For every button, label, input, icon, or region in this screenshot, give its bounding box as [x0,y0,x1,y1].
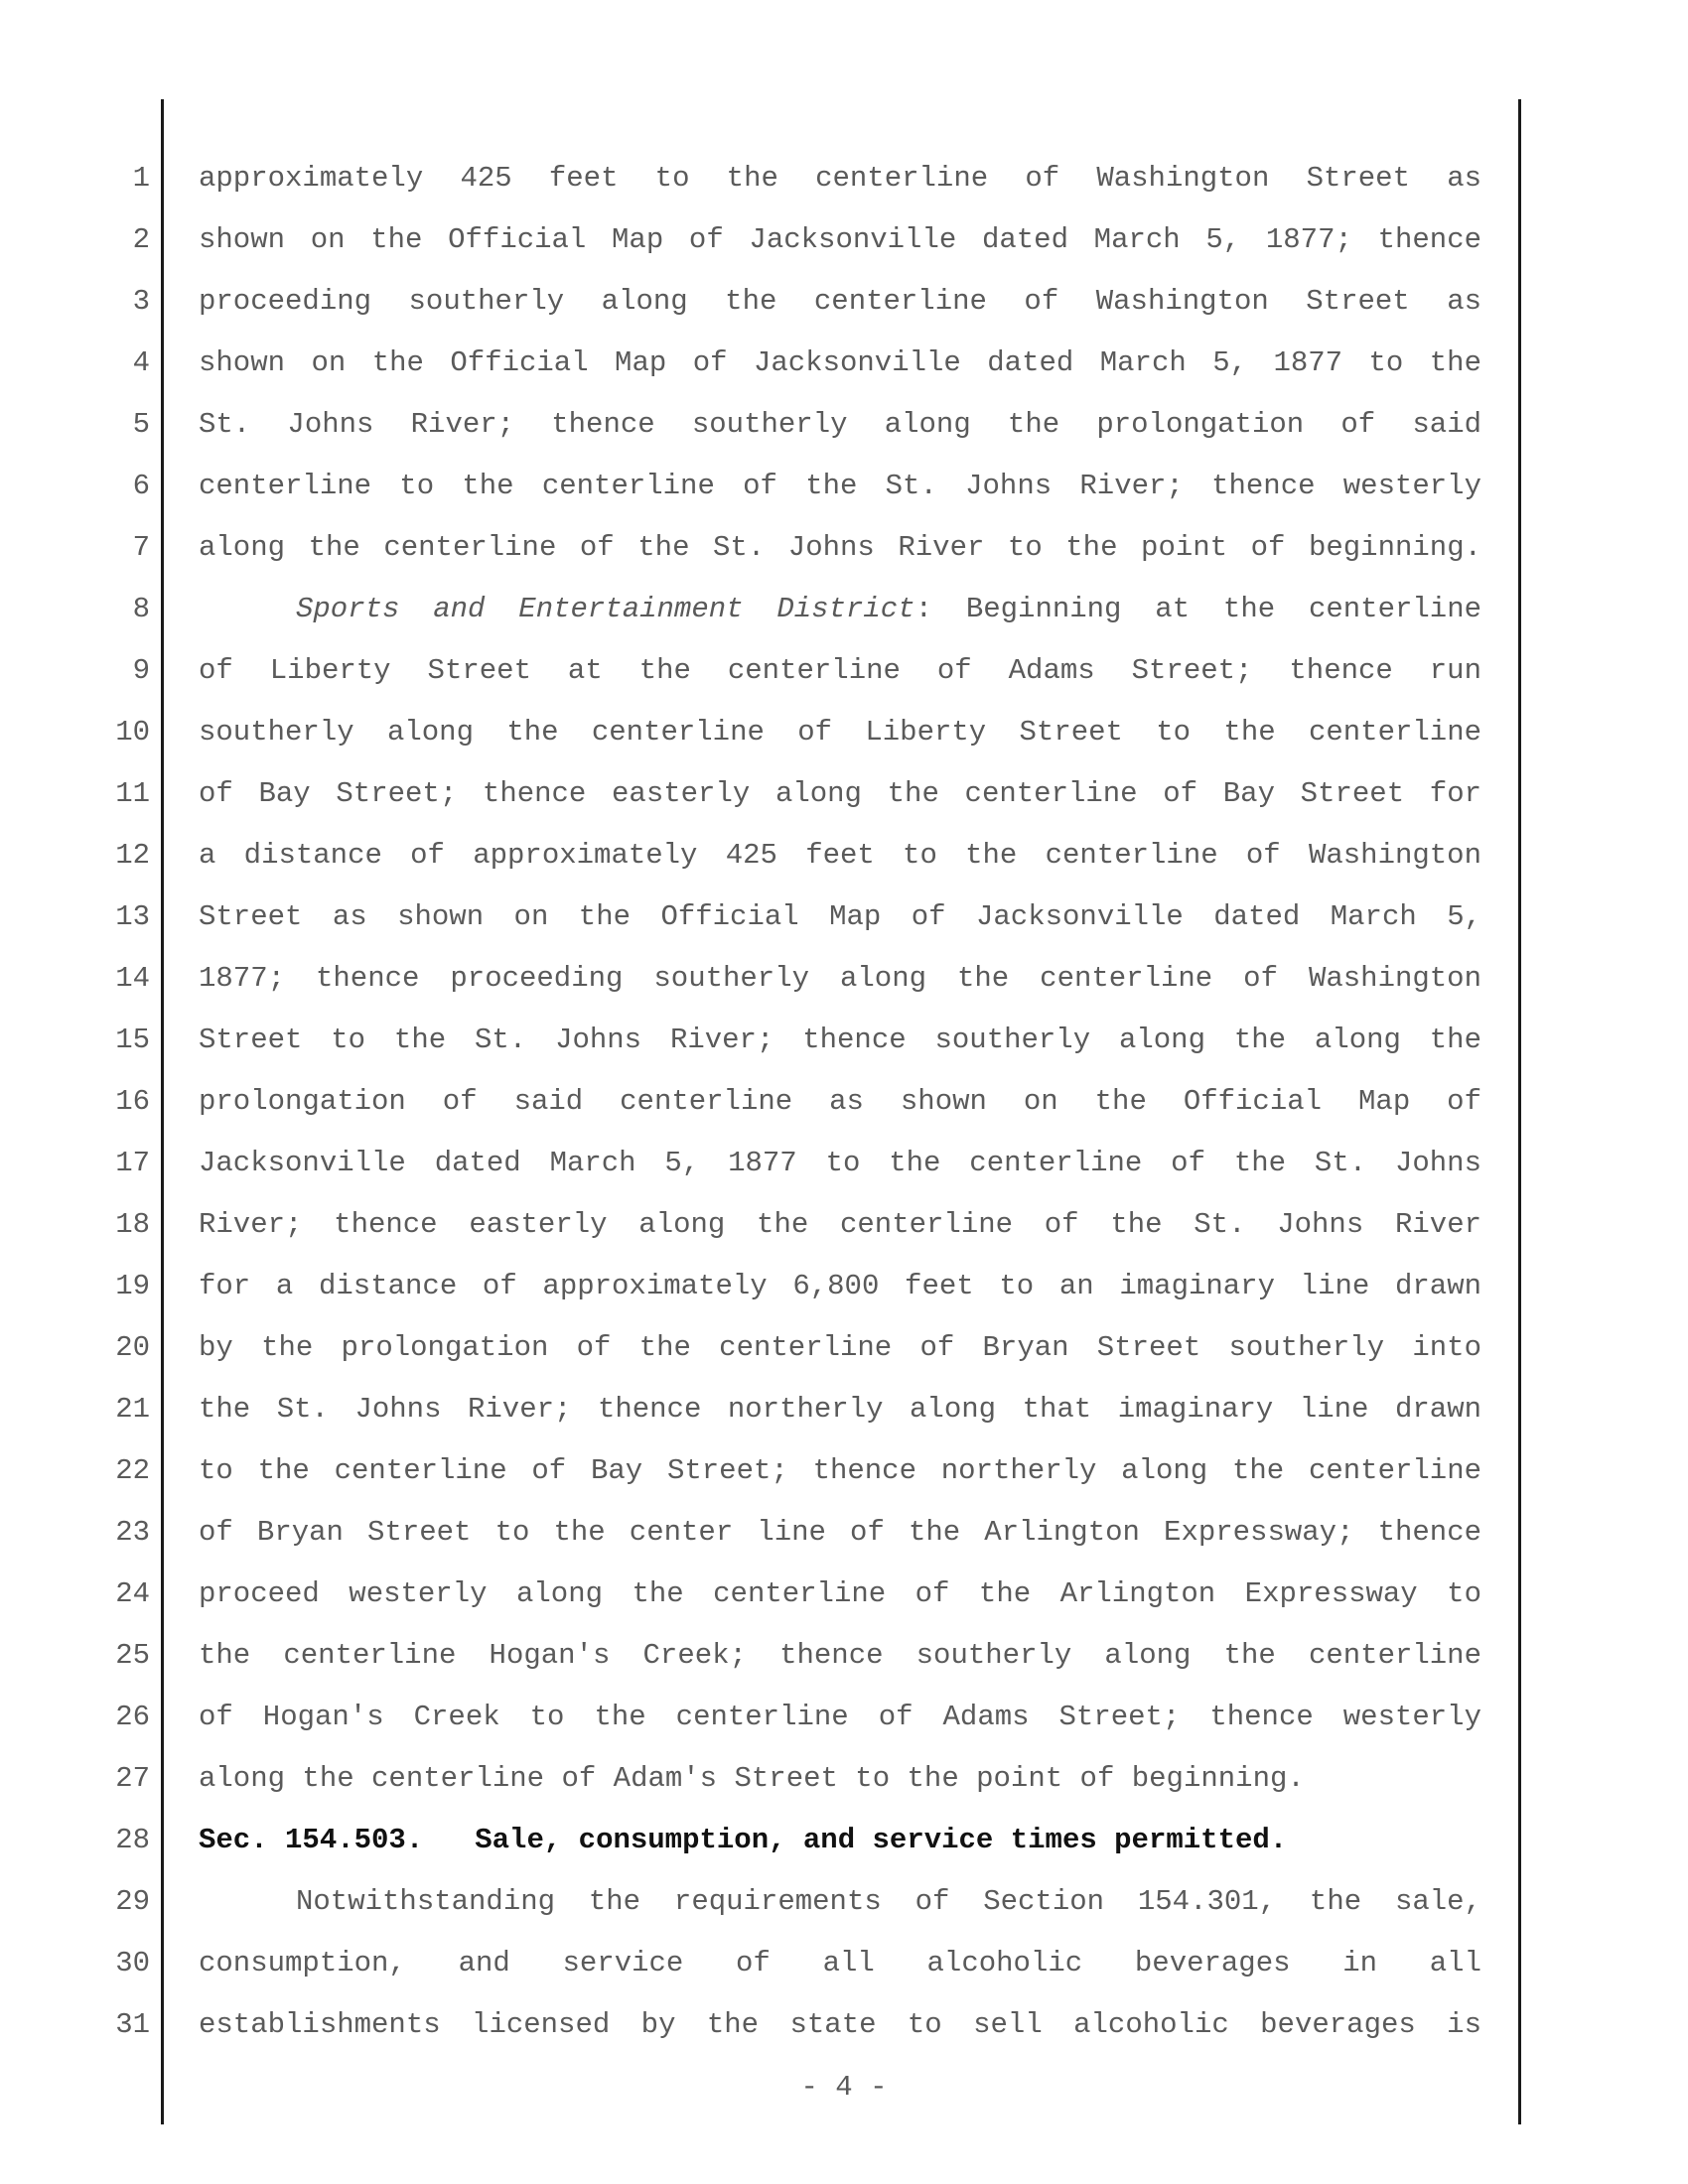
line-number: 9 [132,654,150,687]
line-number: 30 [115,1947,150,1979]
document-line [0,948,1688,1010]
line-number: 25 [115,1639,150,1672]
document-line [0,209,1688,271]
section-title: Sale, consumption, and service times permitted. [475,1824,1288,1856]
section-heading [0,1810,1688,1871]
line-text: proceeding southerly along the centerline of Washington Street as [199,285,1481,318]
document-line [0,763,1688,825]
line-text: along the centerline of Adam's Street to the point of beginning. [199,1762,1305,1795]
document-line [0,148,1688,209]
document-line [0,1933,1688,1994]
line-number: 1 [132,162,150,195]
line-text: approximately 425 feet to the centerline of Washington Street as [199,162,1481,195]
document-line [0,271,1688,333]
line-number: 21 [115,1393,150,1426]
document-line [0,1071,1688,1133]
line-text: 1877; thence proceeding southerly along the centerline of Washington [199,962,1481,995]
document-line [0,1440,1688,1502]
line-number: 19 [115,1270,150,1302]
document-line [0,640,1688,702]
line-text: for a distance of approximately 6,800 feet to an imaginary line drawn [199,1270,1481,1302]
document-line [0,887,1688,948]
section-heading-text [199,1810,1481,1871]
line-text: Street to the St. Johns River; thence southerly along the along the [199,1024,1481,1056]
document-line [0,1317,1688,1379]
document-line [0,702,1688,763]
document-line [0,1871,1688,1933]
line-number: 12 [115,839,150,872]
line-number: 18 [115,1208,150,1241]
district-name: Sports and Entertainment District [296,593,915,625]
line-number: 3 [132,285,150,318]
line-number: 2 [132,223,150,256]
document-line [0,1010,1688,1071]
document-line [0,1994,1688,2056]
line-number: 26 [115,1701,150,1733]
document-line [0,579,1688,640]
line-number: 15 [115,1024,150,1056]
document-line [0,1625,1688,1687]
line-text: consumption, and service of all alcoholic beverages in all [199,1947,1481,1979]
line-number: 31 [115,2008,150,2041]
line-text: the St. Johns River; thence northerly along that imaginary line drawn [199,1393,1481,1426]
line-text: Jacksonville dated March 5, 1877 to the centerline of the St. Johns [199,1147,1481,1179]
line-text: by the prolongation of the centerline of Bryan Street southerly into [199,1331,1481,1364]
line-number: 23 [115,1516,150,1549]
line-text: along the centerline of the St. Johns River to the point of beginning. [199,531,1481,564]
document-line [0,1194,1688,1256]
document-line [0,456,1688,517]
line-number: 11 [115,777,150,810]
line-text: of Bryan Street to the center line of the Arlington Expressway; thence [199,1516,1481,1549]
line-text: Street as shown on the Official Map of Jacksonville dated March 5, [199,900,1481,933]
line-text: prolongation of said centerline as shown on the Official Map of [199,1085,1481,1118]
line-number: 16 [115,1085,150,1118]
line-number: 28 [115,1824,150,1856]
line-number: 20 [115,1331,150,1364]
line-number: 8 [132,593,150,625]
line-number: 22 [115,1454,150,1487]
line-text: shown on the Official Map of Jacksonville dated March 5, 1877; thence [199,223,1481,256]
line-text: centerline to the centerline of the St. Johns River; thence westerly [199,470,1481,502]
document-line [0,333,1688,394]
line-text: St. Johns River; thence southerly along the prolongation of said [199,408,1481,441]
document-line [0,517,1688,579]
line-number: 7 [132,531,150,564]
line-text: the centerline Hogan's Creek; thence southerly along the centerline [199,1639,1481,1672]
line-text: to the centerline of Bay Street; thence northerly along the centerline [199,1454,1481,1487]
document-line [0,394,1688,456]
line-number: 24 [115,1577,150,1610]
document-line [0,825,1688,887]
line-text [296,579,1481,640]
page-number: - 4 - [800,2071,888,2104]
document-line [0,1502,1688,1564]
document-line [0,1564,1688,1625]
line-text: River; thence easterly along the centerline of the St. Johns River [199,1208,1481,1241]
line-number: 14 [115,962,150,995]
line-text: Notwithstanding the requirements of Section 154.301, the sale, [296,1885,1481,1918]
line-number: 29 [115,1885,150,1918]
document-line [0,1379,1688,1440]
line-text: of Liberty Street at the centerline of Adams Street; thence run [199,654,1481,687]
line-text: a distance of approximately 425 feet to the centerline of Washington [199,839,1481,872]
line-text: proceed westerly along the centerline of the Arlington Expressway to [199,1577,1481,1610]
line-text: shown on the Official Map of Jacksonville dated March 5, 1877 to the [199,346,1481,379]
document-line [0,1748,1688,1810]
line-number: 10 [115,716,150,749]
line-number: 17 [115,1147,150,1179]
line-number: 4 [132,346,150,379]
document-line [0,1256,1688,1317]
line-text: of Bay Street; thence easterly along the centerline of Bay Street for [199,777,1481,810]
line-text-rest: : Beginning at the centerline [914,593,1481,625]
line-text: establishments licensed by the state to sell alcoholic beverages is [199,2008,1481,2041]
line-number: 27 [115,1762,150,1795]
line-number: 13 [115,900,150,933]
section-number: Sec. 154.503. [199,1824,424,1856]
document-line [0,1687,1688,1748]
line-number: 5 [132,408,150,441]
line-text: southerly along the centerline of Liberty Street to the centerline [199,716,1481,749]
line-number: 6 [132,470,150,502]
document-line [0,1133,1688,1194]
line-text: of Hogan's Creek to the centerline of Adams Street; thence westerly [199,1701,1481,1733]
